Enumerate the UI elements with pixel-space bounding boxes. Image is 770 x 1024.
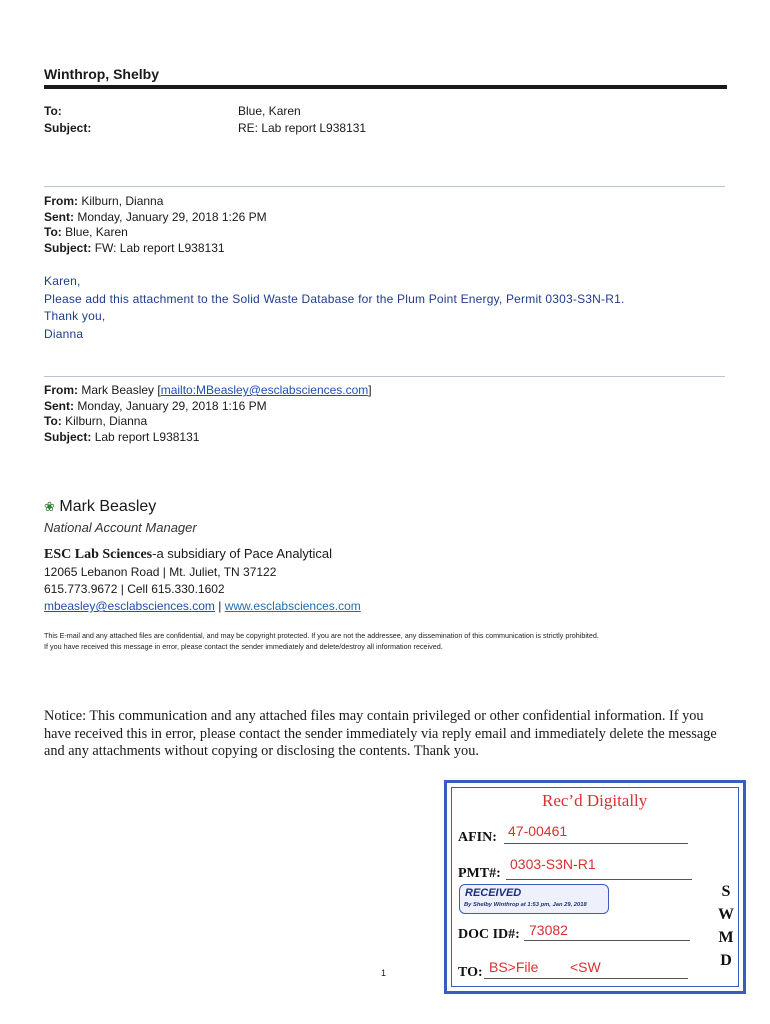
body-line-1: Please add this attachment to the Solid Waste Database for the Plum Point Energy, Permit 0303-S3N-R1. bbox=[44, 291, 625, 306]
signature-title: National Account Manager bbox=[44, 520, 197, 535]
stamp-afin-line bbox=[504, 843, 688, 844]
body-line-2: Thank you, bbox=[44, 309, 106, 323]
signature-links-row bbox=[44, 598, 361, 615]
forward1-sent-label: Sent: bbox=[44, 209, 74, 224]
side-letter-d: D bbox=[720, 952, 732, 969]
side-letter-m: M bbox=[718, 929, 734, 946]
stamp-to-value-1: BS>File bbox=[489, 959, 539, 975]
stamp-side-letters bbox=[716, 880, 736, 972]
stamp-pmt-label: PMT#: bbox=[458, 866, 501, 881]
forward2-to-label: To: bbox=[44, 414, 62, 428]
forward1-from-label: From: bbox=[44, 194, 78, 208]
forward2-divider bbox=[44, 376, 725, 377]
forward1-subject-value: FW: Lab report L938131 bbox=[94, 240, 225, 255]
signature-company: ESC Lab Sciences bbox=[44, 547, 153, 562]
confidentiality-disclaimer bbox=[44, 630, 599, 652]
forward2-to-value: Kilburn, Dianna bbox=[65, 414, 148, 428]
forward1-subject-label: Subject: bbox=[44, 240, 92, 255]
sender-mailto-link[interactable]: mailto:MBeasley@esclabsciences.com bbox=[160, 383, 369, 397]
forward1-sent-value: Monday, January 29, 2018 1:26 PM bbox=[77, 209, 267, 224]
forward2-sent-label: Sent: bbox=[44, 398, 74, 413]
stamp-to-value-2: <SW bbox=[570, 959, 601, 975]
stamp-pmt-line bbox=[506, 879, 692, 880]
forward1-to-label: To: bbox=[44, 225, 62, 239]
to-label: To: bbox=[44, 104, 62, 118]
stamp-to-label: TO: bbox=[458, 965, 483, 980]
stamp-docid-label: DOC ID#: bbox=[458, 927, 520, 942]
signature-phones: 615.773.9672 | Cell 615.330.1602 bbox=[44, 582, 225, 596]
received-badge-subtext: By Shelby Winthrop at 1:53 pm, Jan 29, 2018 bbox=[464, 902, 587, 908]
legal-notice: Notice: This communication and any attached files may contain privileged or other confidential information. If you have received this in error, please contact the sender immediately via reply email and immediately delete the message and any attachments without copying or disclosing the contents. Thank you. bbox=[44, 708, 717, 759]
leaf-icon: ❀ bbox=[44, 499, 55, 514]
forward2-from-label: From: bbox=[44, 383, 78, 397]
subject-value: RE: Lab report L938131 bbox=[238, 121, 367, 135]
sender-header-name: Winthrop, Shelby bbox=[44, 66, 159, 82]
signature-company-row bbox=[44, 545, 332, 563]
signature-name-row bbox=[44, 498, 156, 516]
stamp-docid-value: 73082 bbox=[529, 922, 568, 938]
forward2-from-value: Mark Beasley [ bbox=[81, 383, 161, 397]
forward1-from-value: Kilburn, Dianna bbox=[81, 194, 164, 208]
header-divider bbox=[44, 85, 727, 89]
disclaimer-line-2: If you have received this message in error, please contact the sender immediately and delete/destroy all information received. bbox=[44, 642, 443, 651]
stamp-title: Rec’d Digitally bbox=[542, 791, 648, 810]
received-badge-word: RECEIVED bbox=[465, 887, 522, 899]
body-line-3: Dianna bbox=[44, 326, 84, 341]
signature-address: 12065 Lebanon Road | Mt. Juliet, TN 37122 bbox=[44, 565, 277, 579]
forward1-divider bbox=[44, 186, 725, 187]
forward2-headers bbox=[44, 383, 372, 445]
forward2-subject-label: Subject: bbox=[44, 429, 92, 444]
link-separator: | bbox=[214, 599, 225, 613]
to-value: Blue, Karen bbox=[238, 104, 301, 118]
forward2-sent-value: Monday, January 29, 2018 1:16 PM bbox=[77, 398, 267, 413]
signature-company-suffix: -a subsidiary of Pace Analytical bbox=[152, 546, 333, 561]
side-letter-s: S bbox=[721, 883, 731, 900]
signature-website-link[interactable]: www.esclabsciences.com bbox=[224, 599, 361, 613]
subject-label: Subject: bbox=[44, 121, 92, 135]
stamp-afin-label: AFIN: bbox=[458, 830, 497, 845]
forward2-from-close: ] bbox=[368, 383, 372, 397]
stamp-to-line bbox=[484, 978, 688, 979]
signature-name: Mark Beasley bbox=[59, 498, 157, 515]
received-badge bbox=[459, 884, 609, 914]
disclaimer-line-1: This E-mail and any attached files are confidential, and may be copyright protected. If you are not the addressee, any dissemination of this communication is strictly prohibited. bbox=[44, 631, 599, 640]
forward2-subject-value: Lab report L938131 bbox=[94, 429, 200, 444]
forward1-to-value: Blue, Karen bbox=[65, 225, 128, 239]
stamp-pmt-value: 0303-S3N-R1 bbox=[510, 856, 596, 872]
stamp-afin-value: 47-00461 bbox=[508, 823, 568, 839]
side-letter-w: W bbox=[718, 906, 734, 923]
signature-email-link[interactable]: mbeasley@esclabsciences.com bbox=[44, 599, 215, 613]
body-greeting: Karen, bbox=[44, 274, 81, 288]
stamp-docid-line bbox=[524, 940, 690, 941]
page-number: 1 bbox=[381, 968, 387, 978]
message-body bbox=[44, 273, 625, 343]
forward1-headers bbox=[44, 194, 267, 256]
